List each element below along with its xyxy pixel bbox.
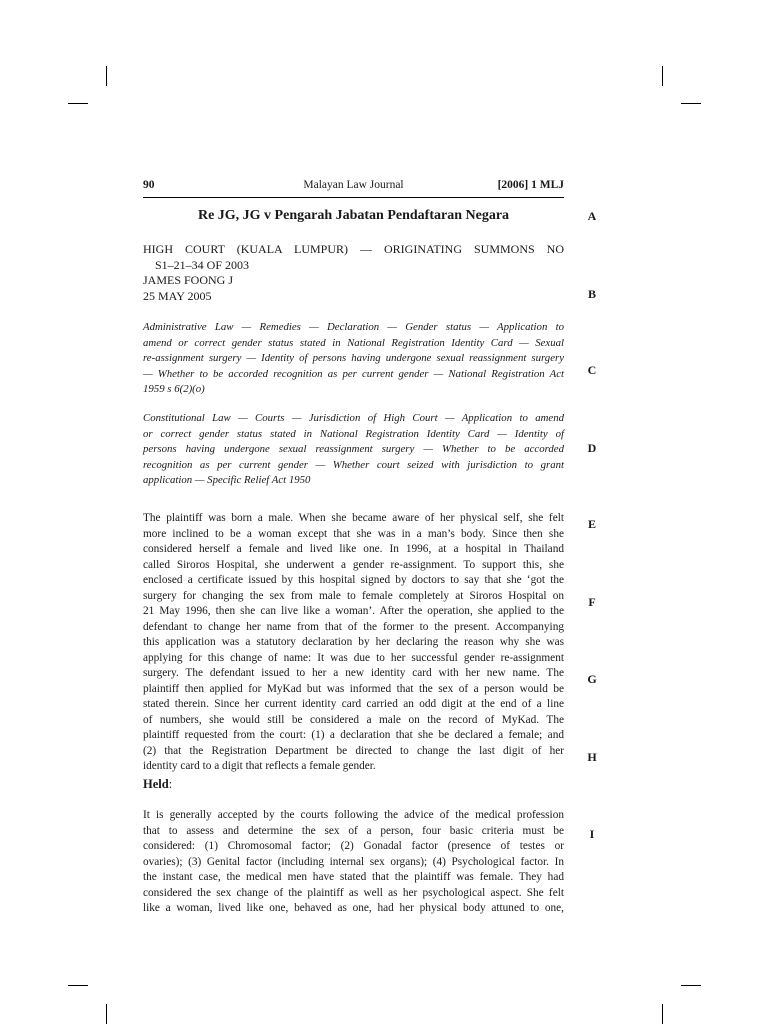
text-line: surgery for changing the sex from male to female completely at Siroros Hospital on xyxy=(143,589,564,602)
text-line: surgery. The defendant issued to her a new identity card with her new name. The xyxy=(143,667,564,679)
margin-letter: A xyxy=(587,209,597,223)
crop-mark xyxy=(106,66,107,86)
text-line: considered herself a female and lived like one. In 1996, at a hospital in Thailand xyxy=(143,543,564,555)
text-line: plaintiff requested from the court: (1) a declaration that she be declared a female; and xyxy=(143,729,564,741)
text-line: this application was a statutory declaration by her declaring the reason why she was xyxy=(143,636,564,648)
margin-letter: I xyxy=(589,827,595,841)
margin-letter: C xyxy=(587,363,597,377)
margin-letter: F xyxy=(588,595,596,609)
held-heading xyxy=(143,777,172,792)
text-line: applying for this change of name: It was due to her successful gender re-assignment xyxy=(143,651,564,664)
margin-letter: G xyxy=(587,672,597,686)
catchword-line: Constitutional Law — Courts — Jurisdiction of High Court — Application to amend xyxy=(143,412,564,424)
text-line: more inclined to be a woman except that she was in a man’s body. Since then she xyxy=(143,527,564,540)
crop-mark xyxy=(68,985,88,986)
case-title: Re JG, JG v Pengarah Jabatan Pendaftaran Negara xyxy=(197,208,510,223)
text-line: ovaries); (3) Genital factor (including internal sex organs); (4) Psychological factor. In xyxy=(143,855,564,868)
text-line: considered: (1) Chromosomal factor; (2) Gonadal factor (presence of testes or xyxy=(143,840,564,852)
catchword-line: Administrative Law — Remedies — Declaration — Gender status — Application to xyxy=(143,321,564,333)
text-line: that to assess and determine the sex of a person, four basic criteria must be xyxy=(143,824,564,837)
text-line: The plaintiff was born a male. When she became aware of her physical self, she felt xyxy=(143,512,564,524)
catchword-line: application — Specific Relief Act 1950 xyxy=(143,474,311,486)
catchword-line: amend or correct gender status stated in National Registration Identity Card — Sexual xyxy=(143,336,564,349)
judgment-date: 25 MAY 2005 xyxy=(143,288,212,303)
catchword-line: recognition as per current gender — Whether court seized with jurisdiction to grant xyxy=(143,458,564,471)
text-line: It is generally accepted by the courts following the advice of the medical profession xyxy=(143,809,564,821)
margin-letter: E xyxy=(587,517,596,531)
crop-mark xyxy=(681,103,701,104)
journal-name: Malayan Law Journal xyxy=(303,179,404,191)
court-line: HIGH COURT (KUALA LUMPUR) — ORIGINATING SUMMONS NO xyxy=(143,242,564,256)
text-line: defendant to change her name from that of the former to the present. Accompanying xyxy=(143,620,564,633)
text-line: enclosed a certificate issued by this hospital signed by doctors to say that she ‘got the xyxy=(143,574,564,586)
judge-name: JAMES FOONG J xyxy=(143,273,234,287)
catchword-line: re-assignment surgery — Identity of persons having undergone sexual reassignment surgery xyxy=(143,352,564,364)
page-number: 90 xyxy=(143,179,155,191)
held-label: Held xyxy=(143,777,169,791)
held-colon: : xyxy=(168,777,173,791)
crop-mark xyxy=(662,66,663,86)
text-line: stated therein. Since her current identity card carried an odd digit at the end of a line xyxy=(143,698,564,710)
running-header xyxy=(143,179,564,193)
text-line: like a woman, lived like one, behaved as one, had her physical body attuned to one, xyxy=(143,902,564,914)
margin-letter: H xyxy=(587,750,597,764)
catchword-line: persons having undergone sexual reassignment surgery — Whether to be accorded xyxy=(143,443,564,455)
catchword-line: or correct gender status stated in National Registration Identity Card — Identity of xyxy=(143,427,564,440)
catchword-line: 1959 s 6(2)(o) xyxy=(143,383,205,395)
text-line: identity card to a digit that reflects a female gender. xyxy=(143,760,376,772)
text-line: 21 May 1996, then she can live like a woman’. After the operation, she applied to the xyxy=(143,605,564,617)
crop-mark xyxy=(681,985,701,986)
margin-letter: D xyxy=(587,441,597,455)
crop-mark xyxy=(106,1004,107,1024)
text-line: called Siroros Hospital, she underwent a gender re-assignment. To support this, she xyxy=(143,558,564,571)
catchwords-paragraph xyxy=(143,320,564,398)
catchwords-paragraph xyxy=(143,411,564,489)
text-line: plaintiff then applied for MyKad but was informed that the sex of a person would be xyxy=(143,682,564,695)
text-line: (2) that the Registration Department be directed to change the last digit of her xyxy=(143,744,564,757)
held-paragraph xyxy=(143,808,564,917)
catchword-line: — Whether to be accorded recognition as per current gender — National Registration Act xyxy=(143,367,564,380)
citation: [2006] 1 MLJ xyxy=(497,179,564,191)
court-info xyxy=(143,242,564,304)
court-line: S1–21–34 OF 2003 xyxy=(155,257,250,272)
text-line: of numbers, she would still be considered a male on the record of MyKad. The xyxy=(143,713,564,726)
crop-mark xyxy=(662,1004,663,1024)
crop-mark xyxy=(68,103,88,104)
text-line: considered the sex change of the plaintiff as well as her psychological aspect. She felt xyxy=(143,886,564,899)
margin-letter: B xyxy=(587,287,596,301)
header-rule xyxy=(143,197,564,198)
text-line: the instant case, the medical men have stated that the plaintiff was female. They had xyxy=(143,871,564,883)
facts-paragraph xyxy=(143,511,564,775)
